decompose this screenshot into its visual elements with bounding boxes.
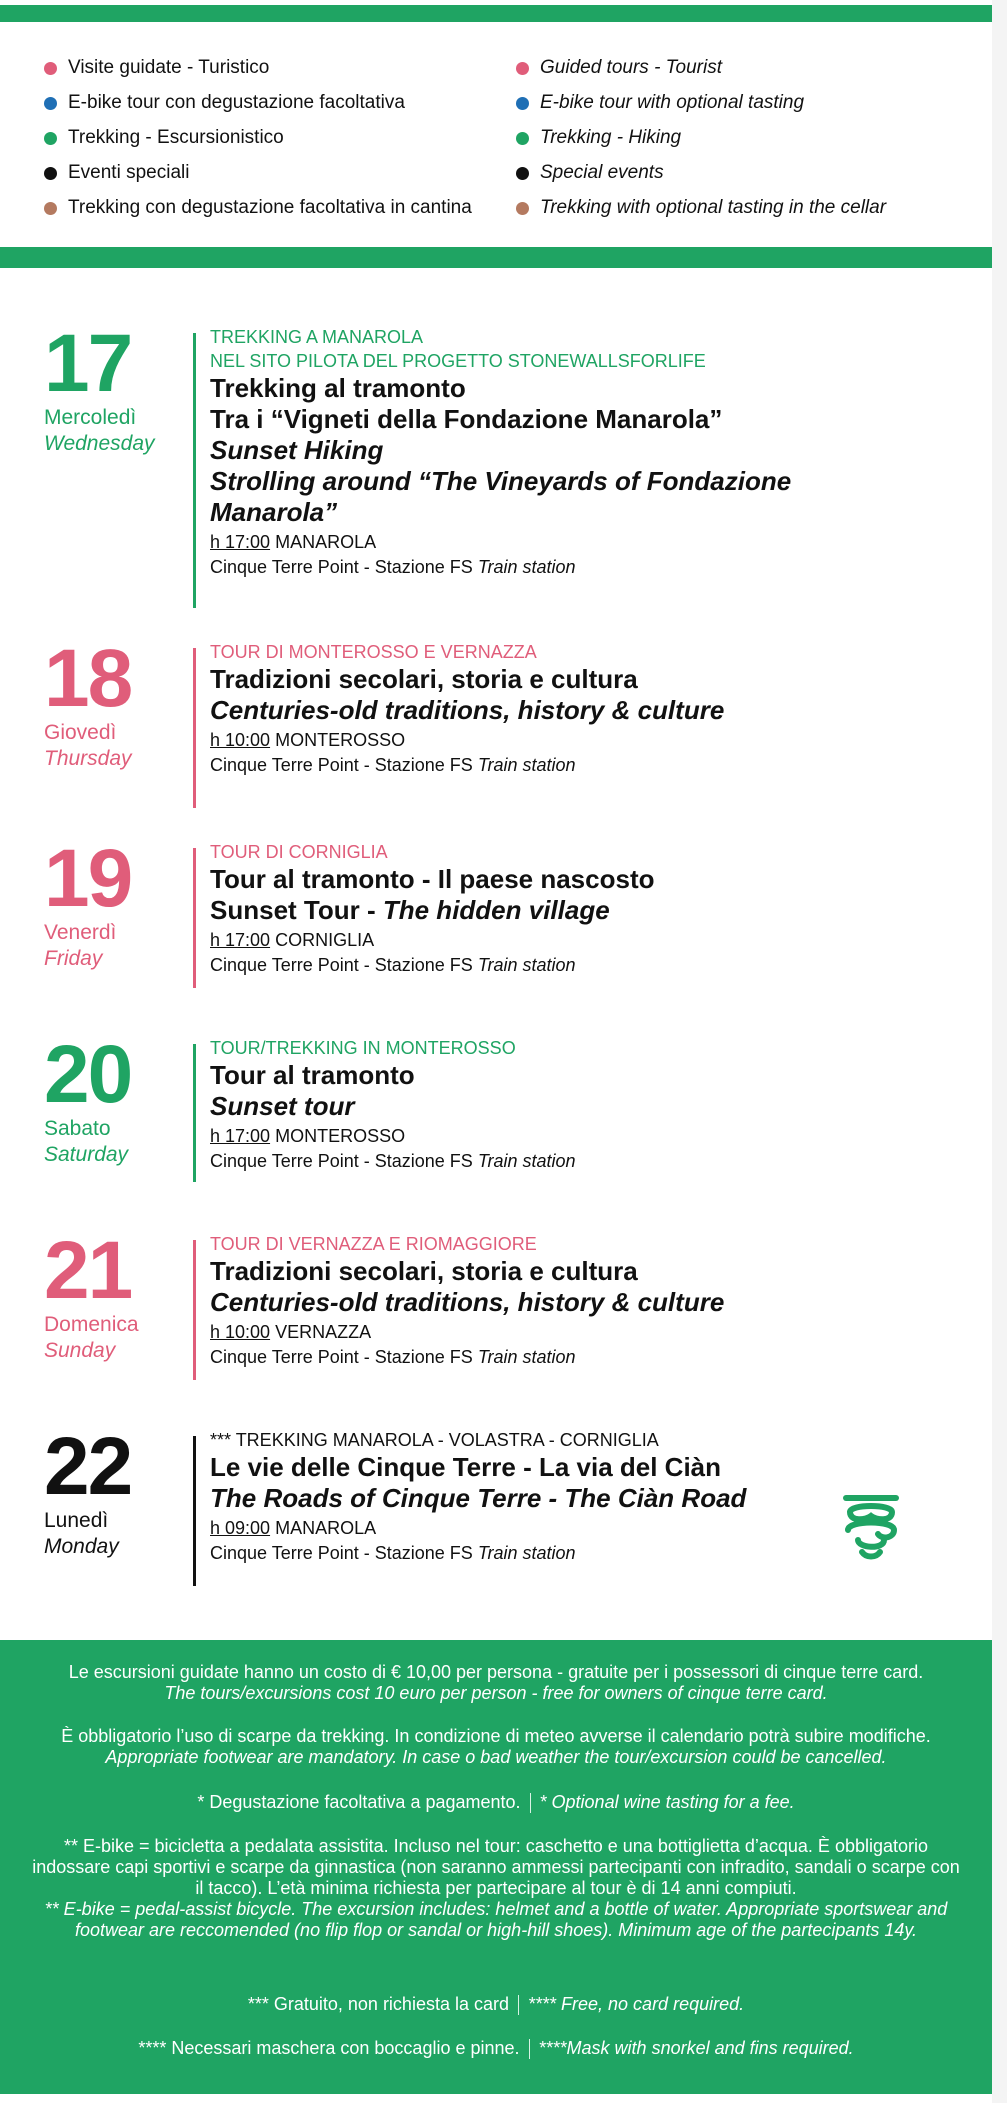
legend-row — [44, 197, 984, 232]
start-time: h 17:00 — [210, 930, 271, 950]
footwear-note-en: Appropriate footwear are mandatory. In case o bad weather the tour/excursion could be cancelled. — [105, 1747, 887, 1767]
weekday-en: Monday — [44, 1535, 119, 1558]
meeting-point-it: Cinque Terre Point - Stazione FS — [210, 755, 473, 775]
day-number: 20 — [44, 1029, 132, 1120]
event-category: TOUR DI CORNIGLIA — [210, 842, 388, 862]
meeting-point-en: Train station — [477, 1543, 576, 1563]
ebike-note — [30, 1836, 962, 1941]
legend-dot-icon — [44, 202, 57, 215]
meeting-point-it: Cinque Terre Point - Stazione FS — [210, 1347, 473, 1367]
start-time: h 09:00 — [210, 1518, 271, 1538]
legend-dot-icon — [516, 132, 529, 145]
legend-label: Trekking - Escursionistico — [68, 127, 284, 148]
legend-item-it — [44, 197, 472, 219]
weekday-en: Thursday — [44, 747, 132, 770]
legend-label: Eventi speciali — [68, 162, 190, 183]
meeting-point — [210, 753, 980, 778]
legend-row — [44, 57, 984, 92]
cost-note-en: The tours/excursions cost 10 euro per person - free for owners of cinque terre card. — [164, 1683, 828, 1703]
meeting-point — [210, 1345, 980, 1370]
legend-label: Special events — [540, 162, 664, 183]
event-title-en: Centuries-old traditions, history & culture — [210, 695, 725, 725]
day-number: 22 — [44, 1421, 132, 1512]
legend — [44, 57, 984, 232]
legend-label: Visite guidate - Turistico — [68, 57, 270, 78]
legend-item-it — [44, 162, 189, 184]
event-details — [210, 640, 980, 778]
ebike-note-it: ** E-bike = bicicletta a pedalata assistita. Incluso nel tour: caschetto e una bottiglietta d’acqua. È obbligatorio indossare capi sportivi e scarpe da ginnastica (non saranno ammessi partecipanti con infradito, sandali o scarpe con il tacco). L’età minima richiesta per partecipare al tour è di 14 anni compiuti. — [32, 1836, 960, 1898]
start-time: h 10:00 — [210, 1322, 271, 1342]
weekday-it: Domenica — [44, 1313, 139, 1336]
event-divider-line — [193, 648, 196, 808]
event-title-it: Tradizioni secolari, storia e cultura — [210, 1256, 638, 1286]
event-time — [210, 1124, 980, 1149]
legend-dot-icon — [516, 97, 529, 110]
event-details — [210, 840, 980, 978]
legend-label: Trekking with optional tasting in the cellar — [540, 197, 887, 218]
event-details — [210, 1232, 980, 1370]
event-title-en: The Roads of Cinque Terre - The Ciàn Road — [210, 1483, 747, 1513]
event-title-it: Tour al tramonto - Il paese nascosto — [210, 864, 655, 894]
meeting-point — [210, 555, 980, 580]
meeting-point-it: Cinque Terre Point - Stazione FS — [210, 1151, 473, 1171]
free-note — [30, 1994, 962, 2015]
event-category: TOUR DI VERNAZZA E RIOMAGGIORE — [210, 1234, 537, 1254]
weekday-en: Saturday — [44, 1143, 129, 1166]
event-title-en: Centuries-old traditions, history & culture — [210, 1287, 725, 1317]
weekday-it: Sabato — [44, 1117, 111, 1140]
town: CORNIGLIA — [275, 930, 375, 950]
event-time — [210, 928, 980, 953]
legend-divider-bar — [0, 247, 992, 268]
day-number: 17 — [44, 318, 132, 409]
separator — [518, 1995, 519, 2015]
meeting-point — [210, 1149, 980, 1174]
event-category: TOUR/TREKKING IN MONTEROSSO — [210, 1038, 516, 1058]
tasting-note-en: * Optional wine tasting for a fee. — [539, 1792, 795, 1812]
event-date — [44, 1421, 189, 1560]
separator — [529, 2039, 530, 2059]
legend-dot-icon — [516, 62, 529, 75]
event-time — [210, 530, 980, 555]
legend-row — [44, 162, 984, 197]
event-category: TREKKING A MANAROLA — [210, 327, 424, 347]
weekday-it: Mercoledì — [44, 406, 137, 429]
free-note-it: *** Gratuito, non richiesta la card — [247, 1994, 509, 2014]
footwear-note — [30, 1726, 962, 1768]
event-title-mixed — [210, 895, 980, 926]
event-date — [44, 833, 189, 972]
weekday-en: Friday — [44, 947, 103, 970]
legend-label: Guided tours - Tourist — [540, 57, 722, 78]
town: VERNAZZA — [275, 1322, 372, 1342]
weekday-it: Venerdì — [44, 921, 117, 944]
event-divider-line — [193, 333, 196, 608]
meeting-point-en: Train station — [477, 955, 576, 975]
event-details — [210, 325, 980, 580]
event-time — [210, 728, 980, 753]
info-footer — [0, 1640, 992, 2094]
mask-note-it: **** Necessari maschera con boccaglio e pinne. — [138, 2038, 520, 2058]
event-title-en: Sunset tour — [210, 1091, 355, 1121]
event-title-en: Manarola” — [210, 497, 338, 527]
event-date — [44, 1225, 189, 1364]
event-title-it: Tour al tramonto — [210, 1060, 415, 1090]
event-title-en-plain: Sunset Tour - — [210, 895, 383, 925]
legend-dot-icon — [44, 132, 57, 145]
legend-item-en — [516, 57, 722, 79]
event-title-en-italic: The hidden village — [382, 895, 610, 925]
meeting-point-it: Cinque Terre Point - Stazione FS — [210, 955, 473, 975]
tasting-note-it: * Degustazione facoltativa a pagamento. — [197, 1792, 521, 1812]
weekday-it: Giovedì — [44, 721, 117, 744]
event-time — [210, 1320, 980, 1345]
free-note-en: **** Free, no card required. — [528, 1994, 745, 2014]
event-title-it: Le vie delle Cinque Terre - La via del Ciàn — [210, 1452, 722, 1482]
legend-item-en — [516, 127, 681, 149]
legend-item-it — [44, 92, 405, 114]
event-divider-line — [193, 1436, 196, 1586]
event-category: NEL SITO PILOTA DEL PROGETTO STONEWALLSFORLIFE — [210, 351, 706, 371]
meeting-point — [210, 953, 980, 978]
event-title-it: Trekking al tramonto — [210, 373, 466, 403]
separator — [530, 1793, 531, 1813]
meeting-point-en: Train station — [477, 557, 576, 577]
weekday-en: Wednesday — [44, 432, 155, 455]
legend-dot-icon — [44, 167, 57, 180]
weekday-en: Sunday — [44, 1339, 116, 1362]
start-time: h 17:00 — [210, 532, 271, 552]
event-title-it: Tradizioni secolari, storia e cultura — [210, 664, 638, 694]
weekday-it: Lunedì — [44, 1509, 109, 1532]
event-date — [44, 633, 189, 772]
event-category: *** TREKKING MANAROLA - VOLASTRA - CORNIGLIA — [210, 1430, 659, 1450]
start-time: h 10:00 — [210, 730, 271, 750]
top-green-bar — [0, 5, 992, 22]
town: MONTEROSSO — [275, 1126, 406, 1146]
legend-item-en — [516, 197, 886, 219]
event-date — [44, 1029, 189, 1168]
legend-label: E-bike tour con degustazione facoltativa — [68, 92, 405, 113]
tasting-note — [30, 1792, 962, 1813]
legend-row — [44, 92, 984, 127]
mask-note-en: ****Mask with snorkel and fins required. — [538, 2038, 854, 2058]
ebike-note-en: ** E-bike = pedal-assist bicycle. The excursion includes: helmet and a bottle of water. Appropriate sportswear and footwear are reccomended (no flip flop or sandal or high-hill shoes). Minimum age of the partecipants 14y. — [44, 1899, 948, 1940]
town: MANAROLA — [275, 1518, 377, 1538]
meeting-point-it: Cinque Terre Point - Stazione FS — [210, 557, 473, 577]
event-category: TOUR DI MONTEROSSO E VERNAZZA — [210, 642, 537, 662]
cost-note — [30, 1662, 962, 1704]
day-number: 18 — [44, 633, 132, 724]
day-number: 19 — [44, 833, 132, 924]
event-divider-line — [193, 1044, 196, 1182]
town: MANAROLA — [275, 532, 377, 552]
start-time: h 17:00 — [210, 1126, 271, 1146]
cost-note-it: Le escursioni guidate hanno un costo di € 10,00 per persona - gratuite per i possessori di cinque terre card. — [68, 1662, 924, 1682]
event-title-it: Tra i “Vigneti della Fondazione Manarola” — [210, 404, 723, 434]
event-divider-line — [193, 1240, 196, 1380]
legend-dot-icon — [516, 167, 529, 180]
meeting-point-en: Train station — [477, 1151, 576, 1171]
legend-dot-icon — [44, 62, 57, 75]
legend-item-en — [516, 92, 804, 114]
event-divider-line — [193, 848, 196, 988]
legend-label: E-bike tour with optional tasting — [540, 92, 805, 113]
day-number: 21 — [44, 1225, 132, 1316]
legend-row — [44, 127, 984, 162]
legend-dot-icon — [44, 97, 57, 110]
legend-label: Trekking con degustazione facoltativa in cantina — [68, 197, 472, 218]
meeting-point-en: Train station — [477, 755, 576, 775]
meeting-point-it: Cinque Terre Point - Stazione FS — [210, 1543, 473, 1563]
legend-label: Trekking - Hiking — [540, 127, 682, 148]
legend-item-it — [44, 57, 269, 79]
event-title-en: Sunset Hiking — [210, 435, 384, 465]
meeting-point-en: Train station — [477, 1347, 576, 1367]
event-details — [210, 1036, 980, 1174]
footwear-note-it: È obbligatorio l’uso di scarpe da trekking. In condizione di meteo avverse il calendario potrà subire modifiche. — [61, 1726, 931, 1746]
cinque-terre-park-logo-icon — [836, 1490, 906, 1560]
mask-note — [30, 2038, 962, 2059]
legend-item-en — [516, 162, 664, 184]
legend-dot-icon — [516, 202, 529, 215]
event-title-en: Strolling around “The Vineyards of Fondazione — [210, 466, 792, 496]
legend-item-it — [44, 127, 284, 149]
town: MONTEROSSO — [275, 730, 406, 750]
event-date — [44, 318, 189, 457]
